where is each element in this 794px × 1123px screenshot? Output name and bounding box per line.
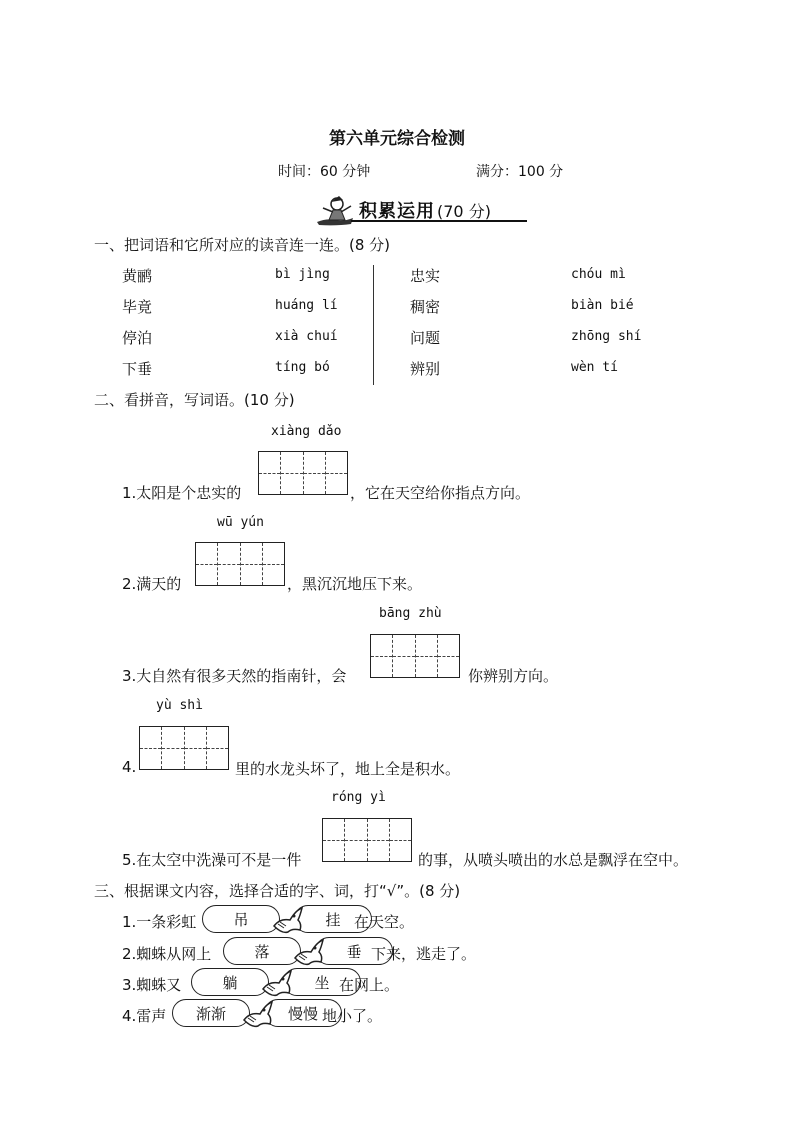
q2-pinyin: xiàng dǎo bbox=[271, 424, 342, 439]
q1-left-word: 黄鹂 bbox=[122, 267, 153, 285]
q3-sentence-after: 在天空。 bbox=[354, 913, 415, 931]
q3-sentence-after: 在网上。 bbox=[339, 976, 400, 994]
q1-left-word: 毕竟 bbox=[122, 298, 153, 316]
q1-left-pinyin: xià chuí bbox=[275, 329, 338, 344]
page-title: 第六单元综合检测 bbox=[329, 129, 465, 149]
q2-pinyin: wū yún bbox=[217, 515, 264, 530]
q2-sentence-after: ，它在天空给你指点方向。 bbox=[350, 484, 531, 502]
fish-connector-icon bbox=[291, 936, 325, 966]
q3-option[interactable]: 躺 bbox=[191, 968, 269, 996]
q2-sentence-before: 1.太阳是个忠实的 bbox=[122, 484, 242, 502]
q2-sentence-before: 3.大自然有很多天然的指南针，会 bbox=[122, 667, 347, 685]
q1-left-pinyin: bì jìng bbox=[275, 267, 330, 282]
q1-right-pinyin: wèn tí bbox=[571, 360, 618, 375]
q2-heading: 二、看拼音，写词语。(10 分) bbox=[94, 391, 295, 409]
q1-left-pinyin: huáng lí bbox=[275, 298, 338, 313]
q3-sentence-after: 下来，逃走了。 bbox=[371, 945, 477, 963]
score-label: 满分：100 分 bbox=[476, 164, 564, 180]
q1-right-word: 忠实 bbox=[410, 267, 441, 285]
q1-heading: 一、把词语和它所对应的读音连一连。(8 分) bbox=[94, 236, 391, 254]
q2-answer-grid[interactable] bbox=[370, 634, 460, 678]
q2-answer-grid[interactable] bbox=[258, 451, 348, 495]
q1-left-word: 停泊 bbox=[122, 329, 153, 347]
section-underline bbox=[351, 220, 527, 222]
q3-heading: 三、根据课文内容，选择合适的字、词，打“√”。(8 分) bbox=[94, 882, 461, 900]
q1-right-word: 问题 bbox=[410, 329, 441, 347]
time-label: 时间：60 分钟 bbox=[278, 164, 371, 180]
q3-option[interactable]: 挂 bbox=[294, 905, 372, 933]
q2-pinyin: yù shì bbox=[156, 698, 203, 713]
q2-pinyin: bāng zhù bbox=[379, 606, 442, 621]
q2-sentence-before: 2.满天的 bbox=[122, 575, 182, 593]
q2-answer-grid[interactable] bbox=[322, 818, 412, 862]
q2-sentence-after: 的事，从喷头喷出的水总是飘浮在空中。 bbox=[418, 851, 689, 869]
q1-left-pinyin: tíng bó bbox=[275, 360, 330, 375]
q1-left-word: 下垂 bbox=[122, 360, 153, 378]
q2-answer-grid[interactable] bbox=[139, 726, 229, 770]
q3-sentence-before: 1.一条彩虹 bbox=[122, 913, 197, 931]
q3-choice-group bbox=[223, 937, 393, 965]
q2-pinyin: róng yì bbox=[331, 790, 386, 805]
q3-choice-group bbox=[202, 905, 372, 933]
q3-option[interactable]: 吊 bbox=[202, 905, 280, 933]
section-points: (70 分) bbox=[437, 201, 491, 221]
q3-sentence-before: 3.蜘蛛又 bbox=[122, 976, 182, 994]
q3-option[interactable]: 垂 bbox=[315, 937, 393, 965]
q3-option[interactable]: 慢慢 bbox=[264, 999, 342, 1027]
q3-option[interactable]: 坐 bbox=[283, 968, 361, 996]
fish-connector-icon bbox=[240, 998, 274, 1028]
section-name: 积累运用 bbox=[359, 201, 435, 222]
fish-connector-icon bbox=[259, 967, 293, 997]
q3-choice-group bbox=[172, 999, 342, 1027]
q1-divider bbox=[373, 265, 374, 385]
q2-sentence-after: 里的水龙头坏了，地上全是积水。 bbox=[235, 760, 461, 778]
q1-right-word: 辨别 bbox=[410, 360, 441, 378]
q1-right-pinyin: zhōng shí bbox=[571, 329, 642, 344]
q3-sentence-after: 地小了。 bbox=[322, 1007, 383, 1025]
q1-right-pinyin: chóu mì bbox=[571, 267, 626, 282]
q2-sentence-after: 你辨别方向。 bbox=[468, 667, 559, 685]
q1-right-pinyin: biàn bié bbox=[571, 298, 634, 313]
q3-option[interactable]: 渐渐 bbox=[172, 999, 250, 1027]
q2-sentence-after: ，黑沉沉地压下来。 bbox=[287, 575, 423, 593]
fish-connector-icon bbox=[270, 904, 304, 934]
q3-sentence-before: 4.雷声 bbox=[122, 1007, 167, 1025]
q2-sentence-before: 5.在太空中洗澡可不是一件 bbox=[122, 851, 302, 869]
q1-right-word: 稠密 bbox=[410, 298, 441, 316]
q3-option[interactable]: 落 bbox=[223, 937, 301, 965]
q3-choice-group bbox=[191, 968, 361, 996]
q2-answer-grid[interactable] bbox=[195, 542, 285, 586]
q2-sentence-before: 4. bbox=[122, 758, 137, 776]
q3-sentence-before: 2.蜘蛛从网上 bbox=[122, 945, 212, 963]
